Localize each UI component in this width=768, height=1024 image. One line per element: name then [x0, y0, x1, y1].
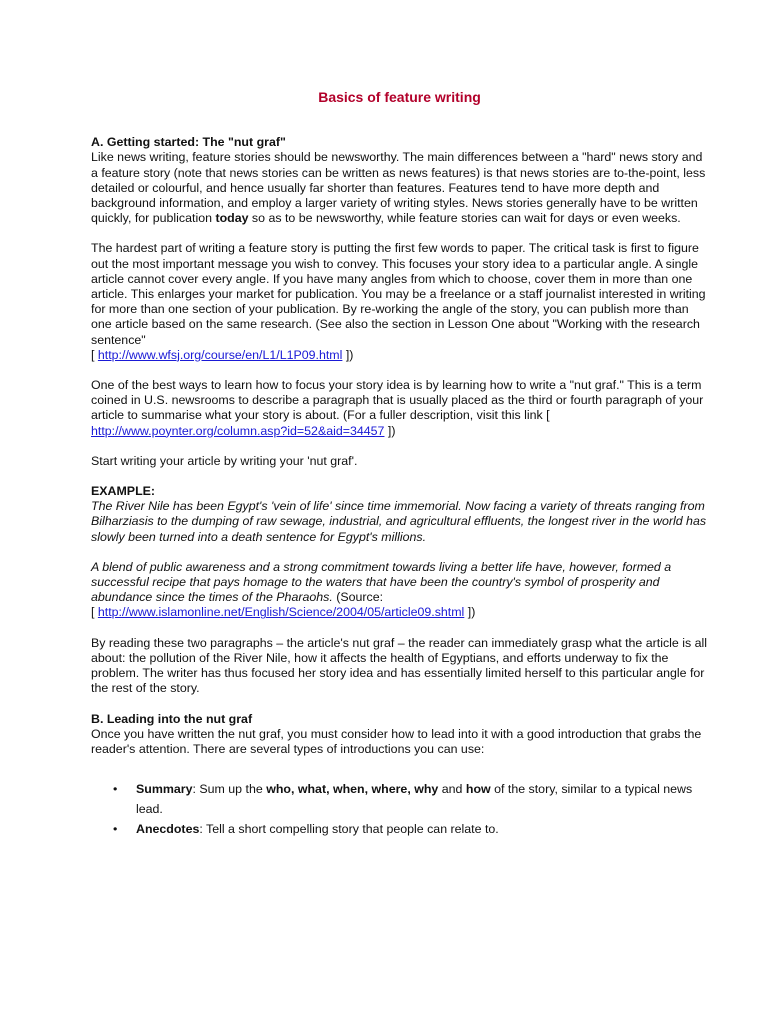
example-paragraph-2-italic: A blend of public awareness and a strong commitment towards living a better life have, however, formed a successful recipe that pays homage to the waters that have been the country's symbol of prosperity and abundance since the times of the Pharaohs.: [91, 559, 672, 605]
summary-bold-1: who, what, when, where, why: [266, 782, 439, 797]
summary-bold-2: how: [465, 782, 491, 797]
bullet-icon: •: [113, 822, 118, 837]
document-title: Basics of feature writing: [318, 89, 481, 105]
paragraph-3-bracket-close: ]): [384, 423, 396, 438]
poynter-link[interactable]: http://www.poynter.org/column.asp?id=52&aid=34457: [91, 423, 385, 438]
islamonline-link[interactable]: http://www.islamonline.net/English/Science/2004/05/article09.shtml: [97, 605, 465, 620]
paragraph-1-text-a: Like news writing, feature stories should be newsworthy. The main differences between a "hard" news story and a feature story (note that news stories can be written as news features) is that news stories are to-the-point, less detailed or colourful, and hence usually far shorter than features. Features tend to have more depth and background information, and employ a larger variety of writing styles. News stories generally have to be written quickly, for publication: [91, 150, 706, 226]
wfsj-link[interactable]: http://www.wfsj.org/course/en/L1/L1P09.html: [97, 347, 343, 362]
paragraph-4: Start writing your article by writing your 'nut graf'.: [91, 453, 358, 468]
example-paragraph-2: [91, 560, 708, 621]
paragraph-2-bracket-close: ]): [342, 347, 354, 362]
section-b-heading: B. Leading into the nut graf: [91, 711, 253, 726]
summary-term: Summary: [136, 782, 193, 797]
section-b-paragraph: Once you have written the nut graf, you must consider how to lead into it with a good introduction that grabs the reader's attention. There are several types of introductions you can use:: [91, 726, 702, 756]
example-bracket-open: [: [91, 605, 98, 620]
summary-text-1: : Sum up the: [192, 782, 267, 797]
summary-text-2: and: [438, 782, 466, 797]
list-item-summary: [91, 779, 708, 819]
bullet-icon: •: [113, 782, 118, 797]
list-item-anecdotes: [91, 819, 708, 839]
example-bracket-close: ]): [464, 605, 476, 620]
example-source-label: (Source:: [332, 590, 384, 605]
paragraph-2-bracket-open: [: [91, 347, 98, 362]
paragraph-1-bold: today: [215, 211, 249, 226]
anecdotes-text: : Tell a short compelling story that people can relate to.: [199, 822, 499, 837]
paragraph-2-text: The hardest part of writing a feature story is putting the first few words to paper. The critical task is first to figure out the most important message you wish to convey. This focuses your story idea to a particular angle. A single article cannot cover every angle. If you have many angles from which to choose, cover them in more than one article. This enlarges your market for publication. You may be a freelance or a staff journalist interested in writing for more than one section of your publication. By re-working the angle of the story, you can publish more than one article based on the same research. (See also the section in Lesson One about "Working with the research sentence": [91, 241, 706, 347]
example-paragraph-1: The River Nile has been Egypt's 'vein of life' since time immemorial. Now facing a variety of threats ranging from Bilharziasis to the dumping of raw sewage, industrial, and agricultural effluents, the longest river in the world has slowly been turned into a death sentence for Egypt's millions.: [91, 499, 707, 544]
paragraph-1: [91, 150, 708, 226]
paragraph-2: [91, 241, 708, 363]
section-a-heading: A. Getting started: The "nut graf": [91, 135, 286, 150]
paragraph-3-text: One of the best ways to learn how to focus your story idea is by learning how to write a "nut graf." This is a term coined in U.S. newsrooms to describe a paragraph that is usually placed as the third or fourth paragraph of your article to summarise what your story is about. (For a fuller description, visit this link [: [91, 378, 704, 423]
anecdotes-term: Anecdotes: [136, 822, 200, 837]
summary-text-3: of the story, similar to a typical news lead.: [136, 782, 693, 817]
example-label: EXAMPLE:: [91, 484, 156, 499]
intro-types-list: [91, 779, 708, 839]
paragraph-3: [91, 378, 708, 439]
paragraph-5: By reading these two paragraphs – the article's nut graf – the reader can immediately grasp what the article is all about: the pollution of the River Nile, how it affects the health of Egyptians, and efforts underway to fix the problem. The writer has thus focused her story idea and has essentially limited herself to this particular angle for the rest of the story.: [91, 635, 708, 696]
paragraph-1-text-b: so as to be newsworthy, while feature stories can wait for days or even weeks.: [248, 211, 681, 226]
